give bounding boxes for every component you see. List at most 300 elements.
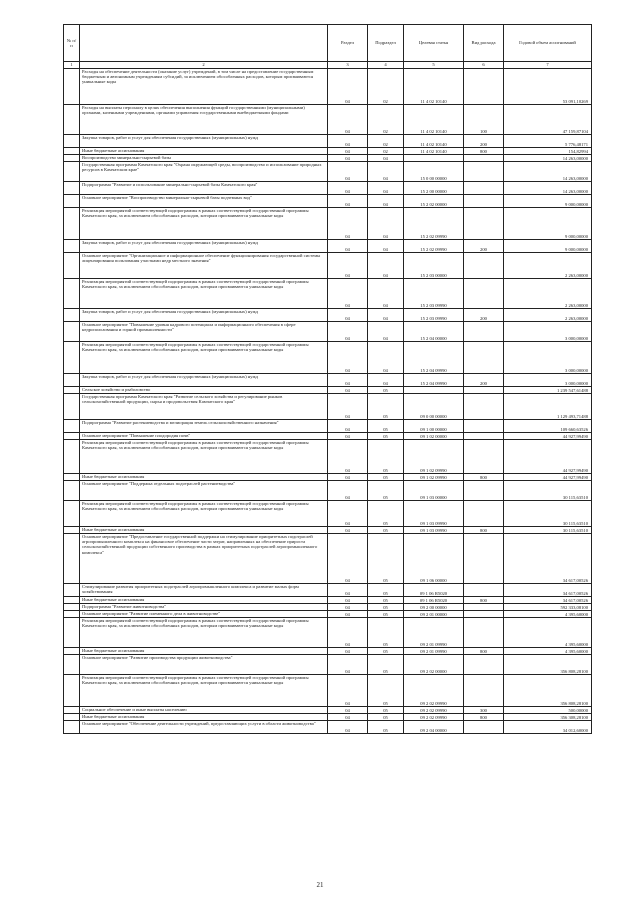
header-target: Целевая статья bbox=[404, 25, 464, 62]
cell-amount: 4 395,60000 bbox=[504, 611, 592, 618]
cell-expense bbox=[464, 433, 504, 440]
table-row bbox=[64, 648, 592, 655]
cell-subsection: 04 bbox=[368, 195, 404, 208]
cell-section: 04 bbox=[328, 604, 368, 611]
cell-target: 11 4 02 10140 bbox=[404, 105, 464, 135]
cell-subsection: 05 bbox=[368, 527, 404, 534]
cell-target: 15 2 00 00000 bbox=[404, 182, 464, 195]
table-row bbox=[64, 322, 592, 342]
cell-name: Реализация мероприятий соответствующей подпрограммы в рамках соответствующей государственной программы Камчатского края, за исключением обособленных расходов, которым присваиваются уникальные коды bbox=[80, 618, 328, 648]
cell-name: Подпрограмма "Развитие животноводства" bbox=[80, 604, 328, 611]
cell-subsection: 04 bbox=[368, 342, 404, 374]
cell-num bbox=[64, 474, 80, 481]
cell-num bbox=[64, 420, 80, 433]
cell-amount: 356 808,28100 bbox=[504, 655, 592, 675]
cell-num bbox=[64, 162, 80, 182]
cell-target: 15 0 00 00000 bbox=[404, 162, 464, 182]
cell-name: Основное мероприятие "Воспроизводство минерально-сырьевой базы подземных вод" bbox=[80, 195, 328, 208]
cell-name: Государственная программа Камчатского края "Развитие сельского хозяйства и регулирование рынков сельскохозяйственной продукции, сырья и продовольствия Камчатского края" bbox=[80, 394, 328, 420]
table-row bbox=[64, 655, 592, 675]
cell-section: 04 bbox=[328, 501, 368, 527]
cell-expense bbox=[464, 182, 504, 195]
cell-subsection: 05 bbox=[368, 394, 404, 420]
cell-expense bbox=[464, 611, 504, 618]
table-body bbox=[64, 69, 592, 734]
header-name bbox=[80, 25, 328, 62]
column-number: 4 bbox=[368, 62, 404, 69]
cell-subsection: 04 bbox=[368, 309, 404, 322]
cell-expense bbox=[464, 208, 504, 240]
cell-expense bbox=[464, 195, 504, 208]
cell-expense bbox=[464, 155, 504, 162]
cell-name: Основное мероприятие "Поддержка отдельных подотраслей растениеводства" bbox=[80, 481, 328, 501]
column-number: 5 bbox=[404, 62, 464, 69]
table-row bbox=[64, 342, 592, 374]
cell-section: 04 bbox=[328, 584, 368, 597]
cell-name: Реализация мероприятий соответствующей подпрограммы в рамках соответствующей государственной программы Камчатского края, за исключением обособленных расходов, которым присваиваются уникальные коды bbox=[80, 208, 328, 240]
cell-section: 04 bbox=[328, 387, 368, 394]
cell-section: 04 bbox=[328, 527, 368, 534]
cell-num bbox=[64, 648, 80, 655]
cell-section: 04 bbox=[328, 182, 368, 195]
cell-name: Закупка товаров, работ и услуг для обеспечения государственных (муниципальных) нужд bbox=[80, 374, 328, 387]
cell-subsection: 05 bbox=[368, 584, 404, 597]
cell-target: 09 2 01 09990 bbox=[404, 648, 464, 655]
cell-name: Социальное обеспечение и иные выплаты населению bbox=[80, 707, 328, 714]
cell-target bbox=[404, 387, 464, 394]
cell-name: Иные бюджетные ассигнования bbox=[80, 527, 328, 534]
cell-target: 15 2 02 09990 bbox=[404, 208, 464, 240]
cell-expense bbox=[464, 279, 504, 309]
cell-name: Иные бюджетные ассигнования bbox=[80, 648, 328, 655]
cell-target: 11 4 02 10140 bbox=[404, 69, 464, 105]
cell-num bbox=[64, 240, 80, 253]
table-row bbox=[64, 584, 592, 597]
cell-subsection: 05 bbox=[368, 534, 404, 584]
column-number: 6 bbox=[464, 62, 504, 69]
cell-section: 04 bbox=[328, 648, 368, 655]
cell-section: 04 bbox=[328, 208, 368, 240]
cell-target: 09 1 06 R5020 bbox=[404, 597, 464, 604]
cell-amount: 3 000,00000 bbox=[504, 342, 592, 374]
cell-target: 11 4 02 10140 bbox=[404, 148, 464, 155]
cell-num bbox=[64, 440, 80, 474]
cell-section: 04 bbox=[328, 240, 368, 253]
cell-num bbox=[64, 675, 80, 707]
cell-subsection: 05 bbox=[368, 618, 404, 648]
cell-section: 04 bbox=[328, 342, 368, 374]
cell-num bbox=[64, 322, 80, 342]
cell-target: 09 1 03 09990 bbox=[404, 501, 464, 527]
header-num: № п/п bbox=[64, 25, 80, 62]
cell-amount: 34 617,00526 bbox=[504, 584, 592, 597]
cell-num bbox=[64, 253, 80, 279]
cell-name: Стимулирование развития приоритетных подотраслей агропромышленного комплекса и развитие малых форм хозяйствования bbox=[80, 584, 328, 597]
cell-subsection: 05 bbox=[368, 474, 404, 481]
cell-num bbox=[64, 433, 80, 440]
column-number: 1 bbox=[64, 62, 80, 69]
cell-section: 04 bbox=[328, 69, 368, 105]
cell-target: 09 1 06 R5020 bbox=[404, 584, 464, 597]
table-row bbox=[64, 182, 592, 195]
cell-section: 04 bbox=[328, 195, 368, 208]
header-amount: Годовой объем ассигнований bbox=[504, 25, 592, 62]
cell-expense: 800 bbox=[464, 527, 504, 534]
cell-section: 04 bbox=[328, 162, 368, 182]
cell-section: 04 bbox=[328, 374, 368, 387]
cell-section: 04 bbox=[328, 714, 368, 721]
cell-amount: 2 263,00000 bbox=[504, 309, 592, 322]
cell-subsection: 02 bbox=[368, 135, 404, 148]
table-row bbox=[64, 253, 592, 279]
cell-subsection: 05 bbox=[368, 648, 404, 655]
cell-num bbox=[64, 611, 80, 618]
cell-name: Закупка товаров, работ и услуг для обеспечения государственных (муниципальных) нужд bbox=[80, 135, 328, 148]
cell-target bbox=[404, 155, 464, 162]
cell-name: Воспроизводство минерально-сырьевой базы bbox=[80, 155, 328, 162]
cell-section: 04 bbox=[328, 675, 368, 707]
cell-expense bbox=[464, 721, 504, 734]
cell-expense: 200 bbox=[464, 309, 504, 322]
page-number: 21 bbox=[316, 881, 324, 889]
cell-expense bbox=[464, 618, 504, 648]
table-row bbox=[64, 69, 592, 105]
table-row bbox=[64, 597, 592, 604]
cell-section: 04 bbox=[328, 420, 368, 433]
cell-name: Расходы на обеспечение деятельности (оказание услуг) учреждений, в том числе на предоставление государственным бюджетным и автономным учреждениям субсидий, за исключением обособленных расходов, которым присваиваются уникальные коды bbox=[80, 69, 328, 105]
cell-name: Основное мероприятие "Повышение плодородия почв" bbox=[80, 433, 328, 440]
cell-section: 04 bbox=[328, 474, 368, 481]
cell-amount: 592 333,08100 bbox=[504, 604, 592, 611]
cell-num bbox=[64, 604, 80, 611]
cell-expense bbox=[464, 501, 504, 527]
cell-expense bbox=[464, 342, 504, 374]
cell-num bbox=[64, 155, 80, 162]
cell-section: 04 bbox=[328, 597, 368, 604]
cell-target: 09 2 02 09990 bbox=[404, 675, 464, 707]
cell-expense bbox=[464, 655, 504, 675]
cell-amount: 3 000,00000 bbox=[504, 322, 592, 342]
cell-amount: 1 239 547,61488 bbox=[504, 387, 592, 394]
header-row bbox=[64, 25, 592, 62]
cell-name: Иные бюджетные ассигнования bbox=[80, 148, 328, 155]
cell-subsection: 05 bbox=[368, 707, 404, 714]
cell-num bbox=[64, 501, 80, 527]
cell-name: Закупка товаров, работ и услуг для обеспечения государственных (муниципальных) нужд bbox=[80, 240, 328, 253]
cell-target: 15 2 03 09990 bbox=[404, 309, 464, 322]
cell-num bbox=[64, 309, 80, 322]
cell-target: 09 0 00 00000 bbox=[404, 394, 464, 420]
cell-section: 04 bbox=[328, 611, 368, 618]
cell-name: Подпрограмма "Развитие и использование минерально-сырьевой базы Камчатского края" bbox=[80, 182, 328, 195]
cell-subsection: 04 bbox=[368, 253, 404, 279]
table-row bbox=[64, 675, 592, 707]
cell-section: 04 bbox=[328, 105, 368, 135]
cell-section: 04 bbox=[328, 309, 368, 322]
table-row bbox=[64, 707, 592, 714]
cell-target: 15 2 04 09990 bbox=[404, 374, 464, 387]
cell-target: 15 2 04 09990 bbox=[404, 342, 464, 374]
cell-name: Сельское хозяйство и рыболовство bbox=[80, 387, 328, 394]
cell-amount: 154,82994 bbox=[504, 148, 592, 155]
table-row bbox=[64, 394, 592, 420]
cell-target: 09 1 02 09990 bbox=[404, 474, 464, 481]
cell-num bbox=[64, 584, 80, 597]
cell-subsection: 04 bbox=[368, 162, 404, 182]
cell-expense: 100 bbox=[464, 105, 504, 135]
cell-section: 04 bbox=[328, 394, 368, 420]
cell-subsection: 05 bbox=[368, 481, 404, 501]
table-row bbox=[64, 105, 592, 135]
cell-subsection: 05 bbox=[368, 721, 404, 734]
cell-name: Реализация мероприятий соответствующей подпрограммы в рамках соответствующей государственной программы Камчатского края, за исключением обособленных расходов, которым присваиваются уникальные коды bbox=[80, 501, 328, 527]
cell-subsection: 05 bbox=[368, 675, 404, 707]
cell-amount: 9 000,00000 bbox=[504, 195, 592, 208]
cell-amount: 2 263,00000 bbox=[504, 279, 592, 309]
cell-num bbox=[64, 374, 80, 387]
cell-subsection: 02 bbox=[368, 69, 404, 105]
cell-target: 09 2 02 00000 bbox=[404, 655, 464, 675]
cell-num bbox=[64, 105, 80, 135]
cell-section: 04 bbox=[328, 481, 368, 501]
cell-amount: 14 263,00000 bbox=[504, 162, 592, 182]
cell-expense: 200 bbox=[464, 135, 504, 148]
table-row bbox=[64, 474, 592, 481]
cell-name: Иные бюджетные ассигнования bbox=[80, 714, 328, 721]
table-row bbox=[64, 604, 592, 611]
cell-expense bbox=[464, 322, 504, 342]
cell-expense: 800 bbox=[464, 597, 504, 604]
cell-expense: 800 bbox=[464, 648, 504, 655]
table-row bbox=[64, 481, 592, 501]
cell-num bbox=[64, 481, 80, 501]
cell-subsection: 04 bbox=[368, 322, 404, 342]
cell-target: 09 1 00 00000 bbox=[404, 420, 464, 433]
cell-amount: 356 308,28100 bbox=[504, 714, 592, 721]
table-row bbox=[64, 195, 592, 208]
cell-amount: 34 012,60000 bbox=[504, 721, 592, 734]
cell-name: Иные бюджетные ассигнования bbox=[80, 597, 328, 604]
cell-section: 04 bbox=[328, 618, 368, 648]
cell-expense: 200 bbox=[464, 240, 504, 253]
cell-name: Подпрограмма "Развитие растениеводства и мелиорация земель сельскохозяйственного назначения" bbox=[80, 420, 328, 433]
cell-expense bbox=[464, 604, 504, 611]
cell-amount: 500,00000 bbox=[504, 707, 592, 714]
cell-amount: 3 000,00000 bbox=[504, 374, 592, 387]
cell-target: 15 2 02 00000 bbox=[404, 195, 464, 208]
cell-expense bbox=[464, 675, 504, 707]
cell-subsection: 05 bbox=[368, 420, 404, 433]
table-row bbox=[64, 155, 592, 162]
cell-target: 09 1 03 00000 bbox=[404, 481, 464, 501]
cell-amount: 44 927,99490 bbox=[504, 474, 592, 481]
cell-expense bbox=[464, 420, 504, 433]
cell-amount: 44 927,99490 bbox=[504, 440, 592, 474]
cell-expense: 800 bbox=[464, 714, 504, 721]
cell-expense: 300 bbox=[464, 707, 504, 714]
cell-num bbox=[64, 534, 80, 584]
cell-subsection: 04 bbox=[368, 208, 404, 240]
cell-target: 09 1 02 00000 bbox=[404, 433, 464, 440]
table-row bbox=[64, 618, 592, 648]
cell-target: 09 2 04 00000 bbox=[404, 721, 464, 734]
table-row bbox=[64, 420, 592, 433]
budget-table bbox=[63, 24, 592, 734]
cell-name: Основное мероприятие "Обеспечение деятельности учреждений, предоставляющих услуги в области животноводства" bbox=[80, 721, 328, 734]
cell-expense bbox=[464, 584, 504, 597]
column-number: 7 bbox=[504, 62, 592, 69]
cell-subsection: 05 bbox=[368, 604, 404, 611]
cell-target: 09 1 02 09990 bbox=[404, 440, 464, 474]
cell-section: 04 bbox=[328, 253, 368, 279]
cell-section: 04 bbox=[328, 721, 368, 734]
cell-num bbox=[64, 148, 80, 155]
table-row bbox=[64, 279, 592, 309]
cell-target: 15 2 03 09990 bbox=[404, 279, 464, 309]
header-subsection: Подраздел bbox=[368, 25, 404, 62]
cell-name: Реализация мероприятий соответствующей подпрограммы в рамках соответствующей государственной программы Камчатского края, за исключением обособленных расходов, которым присваиваются уникальные коды bbox=[80, 342, 328, 374]
cell-subsection: 04 bbox=[368, 182, 404, 195]
table-row bbox=[64, 208, 592, 240]
cell-subsection: 05 bbox=[368, 655, 404, 675]
cell-name: Основное мероприятие "Развитие племенного дела в животноводстве" bbox=[80, 611, 328, 618]
cell-expense bbox=[464, 69, 504, 105]
cell-num bbox=[64, 655, 80, 675]
cell-amount: 34 617,00526 bbox=[504, 534, 592, 584]
cell-target: 09 2 02 09990 bbox=[404, 707, 464, 714]
cell-amount: 9 000,00000 bbox=[504, 240, 592, 253]
cell-name: Государственная программа Камчатского края "Охрана окружающей среды, воспроизводство и использование природных ресурсов в Камчатском крае" bbox=[80, 162, 328, 182]
cell-num bbox=[64, 342, 80, 374]
cell-section: 04 bbox=[328, 655, 368, 675]
cell-section: 04 bbox=[328, 155, 368, 162]
cell-amount: 9 000,00000 bbox=[504, 208, 592, 240]
cell-target: 11 4 02 10140 bbox=[404, 135, 464, 148]
cell-num bbox=[64, 714, 80, 721]
cell-num bbox=[64, 182, 80, 195]
cell-subsection: 04 bbox=[368, 240, 404, 253]
table-row bbox=[64, 611, 592, 618]
cell-amount: 30 115,63510 bbox=[504, 481, 592, 501]
cell-subsection: 04 bbox=[368, 279, 404, 309]
cell-amount: 14 263,00000 bbox=[504, 155, 592, 162]
cell-target: 09 1 06 00000 bbox=[404, 534, 464, 584]
cell-amount: 34 617,00526 bbox=[504, 597, 592, 604]
cell-subsection: 04 bbox=[368, 374, 404, 387]
table-row bbox=[64, 162, 592, 182]
cell-num bbox=[64, 135, 80, 148]
cell-section: 04 bbox=[328, 433, 368, 440]
cell-subsection: 05 bbox=[368, 387, 404, 394]
column-number-row bbox=[64, 62, 592, 69]
cell-name: Иные бюджетные ассигнования bbox=[80, 474, 328, 481]
table-row bbox=[64, 309, 592, 322]
cell-num bbox=[64, 707, 80, 714]
cell-subsection: 04 bbox=[368, 155, 404, 162]
cell-amount: 4 395,60000 bbox=[504, 648, 592, 655]
cell-name: Расходы на выплаты персоналу в целях обеспечения выполнения функций государственными (муниципальными) органами, казенными учреждениями, органами управления государственными внебюджетными фондами bbox=[80, 105, 328, 135]
cell-name: Закупка товаров, работ и услуг для обеспечения государственных (муниципальных) нужд bbox=[80, 309, 328, 322]
table-row bbox=[64, 501, 592, 527]
column-number: 3 bbox=[328, 62, 368, 69]
cell-amount: 5 776,48171 bbox=[504, 135, 592, 148]
cell-amount: 4 395,60000 bbox=[504, 618, 592, 648]
cell-subsection: 02 bbox=[368, 148, 404, 155]
cell-subsection: 02 bbox=[368, 105, 404, 135]
cell-expense bbox=[464, 253, 504, 279]
cell-amount: 44 927,99490 bbox=[504, 433, 592, 440]
cell-amount: 30 115,63510 bbox=[504, 501, 592, 527]
header-section: Раздел bbox=[328, 25, 368, 62]
cell-num bbox=[64, 527, 80, 534]
cell-num bbox=[64, 597, 80, 604]
cell-amount: 47 159,87104 bbox=[504, 105, 592, 135]
cell-name: Основное мероприятие "Развитие производства продукции животноводства" bbox=[80, 655, 328, 675]
cell-name: Основное мероприятие "Повышение уровня кадрового потенциала и информационного обеспечения в сфере недропользования и горной промышленности" bbox=[80, 322, 328, 342]
cell-section: 04 bbox=[328, 148, 368, 155]
table-row bbox=[64, 440, 592, 474]
cell-expense: 200 bbox=[464, 374, 504, 387]
cell-num bbox=[64, 195, 80, 208]
table-row bbox=[64, 148, 592, 155]
cell-amount: 356 808,28100 bbox=[504, 675, 592, 707]
table-row bbox=[64, 240, 592, 253]
cell-num bbox=[64, 279, 80, 309]
cell-target: 15 2 03 00000 bbox=[404, 253, 464, 279]
table-row bbox=[64, 714, 592, 721]
cell-section: 04 bbox=[328, 279, 368, 309]
cell-name: Основное мероприятие "Предоставление государственной поддержки на стимулирование приоритетных подотраслей агропромышленного комплекса на финансовое обеспечение части затрат, направленных на обеспечение прироста сельскохозяйственной продукции собственного производства в рамках приоритетных подотраслей агропромышленного комплекса" bbox=[80, 534, 328, 584]
cell-target: 15 2 02 09990 bbox=[404, 240, 464, 253]
table-row bbox=[64, 374, 592, 387]
cell-expense: 800 bbox=[464, 148, 504, 155]
cell-subsection: 05 bbox=[368, 433, 404, 440]
table-row bbox=[64, 433, 592, 440]
cell-amount: 14 263,00000 bbox=[504, 182, 592, 195]
cell-section: 04 bbox=[328, 707, 368, 714]
cell-target: 15 2 04 00000 bbox=[404, 322, 464, 342]
cell-subsection: 05 bbox=[368, 440, 404, 474]
cell-section: 04 bbox=[328, 322, 368, 342]
cell-amount: 2 263,00000 bbox=[504, 253, 592, 279]
cell-section: 04 bbox=[328, 135, 368, 148]
table-row bbox=[64, 527, 592, 534]
table-row bbox=[64, 135, 592, 148]
header-expense: Вид расхода bbox=[464, 25, 504, 62]
table-row bbox=[64, 387, 592, 394]
table-row bbox=[64, 534, 592, 584]
cell-num bbox=[64, 618, 80, 648]
table-row bbox=[64, 721, 592, 734]
cell-target: 09 1 03 09990 bbox=[404, 527, 464, 534]
cell-name: Основное мероприятие "Организационное и информационное обеспечение функционирования государственной системы лицензирования пользования участками недр местного значения" bbox=[80, 253, 328, 279]
cell-section: 04 bbox=[328, 534, 368, 584]
cell-amount: 1 129 493,71488 bbox=[504, 394, 592, 420]
cell-amount: 30 115,63510 bbox=[504, 527, 592, 534]
cell-expense bbox=[464, 394, 504, 420]
cell-expense bbox=[464, 440, 504, 474]
cell-amount: 53 091,10269 bbox=[504, 69, 592, 105]
cell-subsection: 05 bbox=[368, 611, 404, 618]
cell-num bbox=[64, 394, 80, 420]
cell-section: 04 bbox=[328, 440, 368, 474]
cell-num bbox=[64, 387, 80, 394]
cell-amount: 109 660,63526 bbox=[504, 420, 592, 433]
cell-subsection: 05 bbox=[368, 597, 404, 604]
cell-target: 09 2 01 00000 bbox=[404, 611, 464, 618]
cell-expense bbox=[464, 481, 504, 501]
cell-name: Реализация мероприятий соответствующей подпрограммы в рамках соответствующей государственной программы Камчатского края, за исключением обособленных расходов, которым присваиваются уникальные коды bbox=[80, 675, 328, 707]
